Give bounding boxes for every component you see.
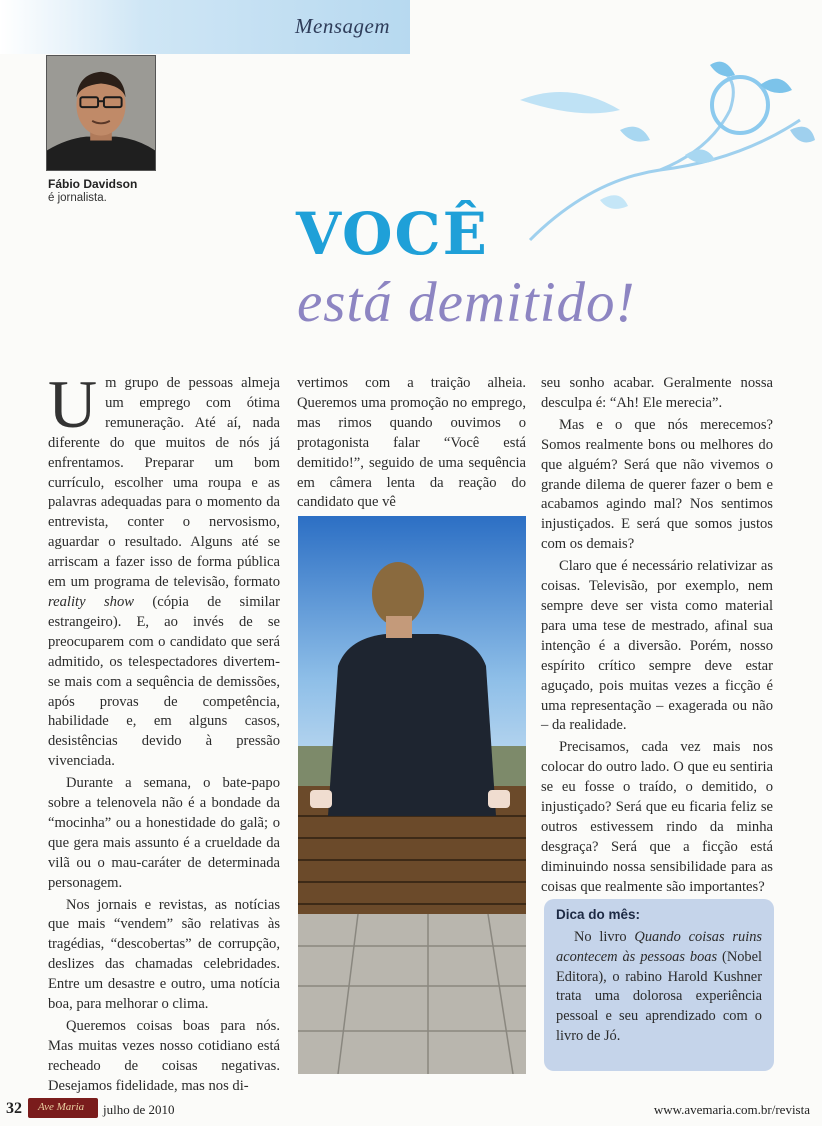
floral-ornament [510,60,822,260]
paragraph: seu sonho acabar. Geralmente nossa desculpa é: “Ah! Ele merecia”. [541,375,773,411]
section-label: Mensagem [295,14,390,38]
author-photo [46,55,156,171]
tip-of-month-box [544,899,774,1071]
paragraph: vertimos com a traição alheia. Queremos uma promoção no emprego, mas rimos quando ouvimos o protagonista falar “Você está demitido!”, seguido de uma sequência em câmera lenta da reação do candidato que vê [297,375,526,511]
paragraph: Nos jornais e revistas, as notícias que mais “vendem” são relativas às tragédias, “descobertas” de corrupção, deslizes das chamadas celebridades. Entre um desastre e outro, uma notícia boa, para melhorar o clima. [48,896,280,1013]
book-title: Quando coisas ruins acontecem às pessoas boas [556,929,762,965]
paragraph: Claro que é necessário relativizar as coisas. Televisão, por exemplo, nem sempre deve ser vista como material para uma tese de mestrado, afinal sua intenção é a diversão. Porém, nosso espírito crítico sempre deve estar aguçado, pois muitas vezes a ficção é uma representação – exagerada ou não – da realidade. [541,558,773,734]
tip-text: No livro Quando coisas ruins acontecem às pessoas boas (Nobel Editora), o rabino Harold Kushner trata uma dolorosa experiência pessoal e seu aprendizado com o livro de Jó. [556,929,763,1044]
article-column-2 [297,374,526,515]
paragraph: Durante a semana, o bate-papo sobre a telenovela não é a bondade da “mocinha” ou a honestidade do galã; o que gera mais assunto é a crueldade da vilã ou o mau-caráter de determinada personagem. [48,775,280,891]
paragraph: Um grupo de pessoas almeja um emprego com ótima remuneração. Até aí, nada diferente do que muitos de nós já enfrentamos. Preparar um bom currículo, escolher uma roupa e as palavras adequadas para o momento da entrevista, conter o nervosismo, aguardar o resultado. Alguns até se arriscam a fazer isso de forma pública em um programa de televisão, formato reality show (cópia de similar estrangeiro). E, ao invés de se preocuparem com o candidato que será admitido, os telespectadores divertem-se mais com a sequência de demissões, após provas de competência, habilidade e, em alguns casos, desistências devido à pressão vivenciada. [48,366,280,770]
section-tab [0,0,410,54]
article-column-3 [541,374,773,900]
author-role: é jornalista. [48,192,107,204]
author-name: Fábio Davidson [48,177,138,191]
paragraph: Queremos coisas boas para nós. Mas muitas vezes nosso cotidiano está recheado de coisas negativas. Desejamos fidelidade, mas nos di- [48,1018,280,1094]
issue-date: julho de 2010 [103,1102,175,1117]
man-on-bench-photo [298,516,526,1074]
paragraph: Mas e o que nós merecemos? Somos realmente bons ou melhores do que alguém? Será que não vivemos o grande dilema de querer fazer o bem e acabamos agindo mal? Nos sentimos injustiçados. E será que somos justos com os demais? [541,416,773,553]
page-footer [0,1098,822,1126]
paragraph: Precisamos, cada vez mais nos colocar do outro lado. O que eu sentiria se eu fosse o traído, o demitido, o injustiçado? Será que eu ficaria feliz se outros estivessem rindo da minha desgraça? Será que a ficção está diminuindo nossa sensibilidade para as coisas que realmente são importantes? [541,739,773,895]
article-column-1 [48,366,280,1099]
author-credit [48,177,137,204]
headline-line-1: VOCÊ [296,200,489,268]
headline-line-2: está demitido! [297,271,636,334]
magazine-logo: Ave Maria [28,1098,98,1118]
website-url[interactable]: www.avemaria.com.br/revista [653,1102,810,1117]
drop-cap: U [48,366,98,442]
tip-heading: Dica do mês: [556,907,641,922]
page-number: 32 [6,1100,22,1117]
